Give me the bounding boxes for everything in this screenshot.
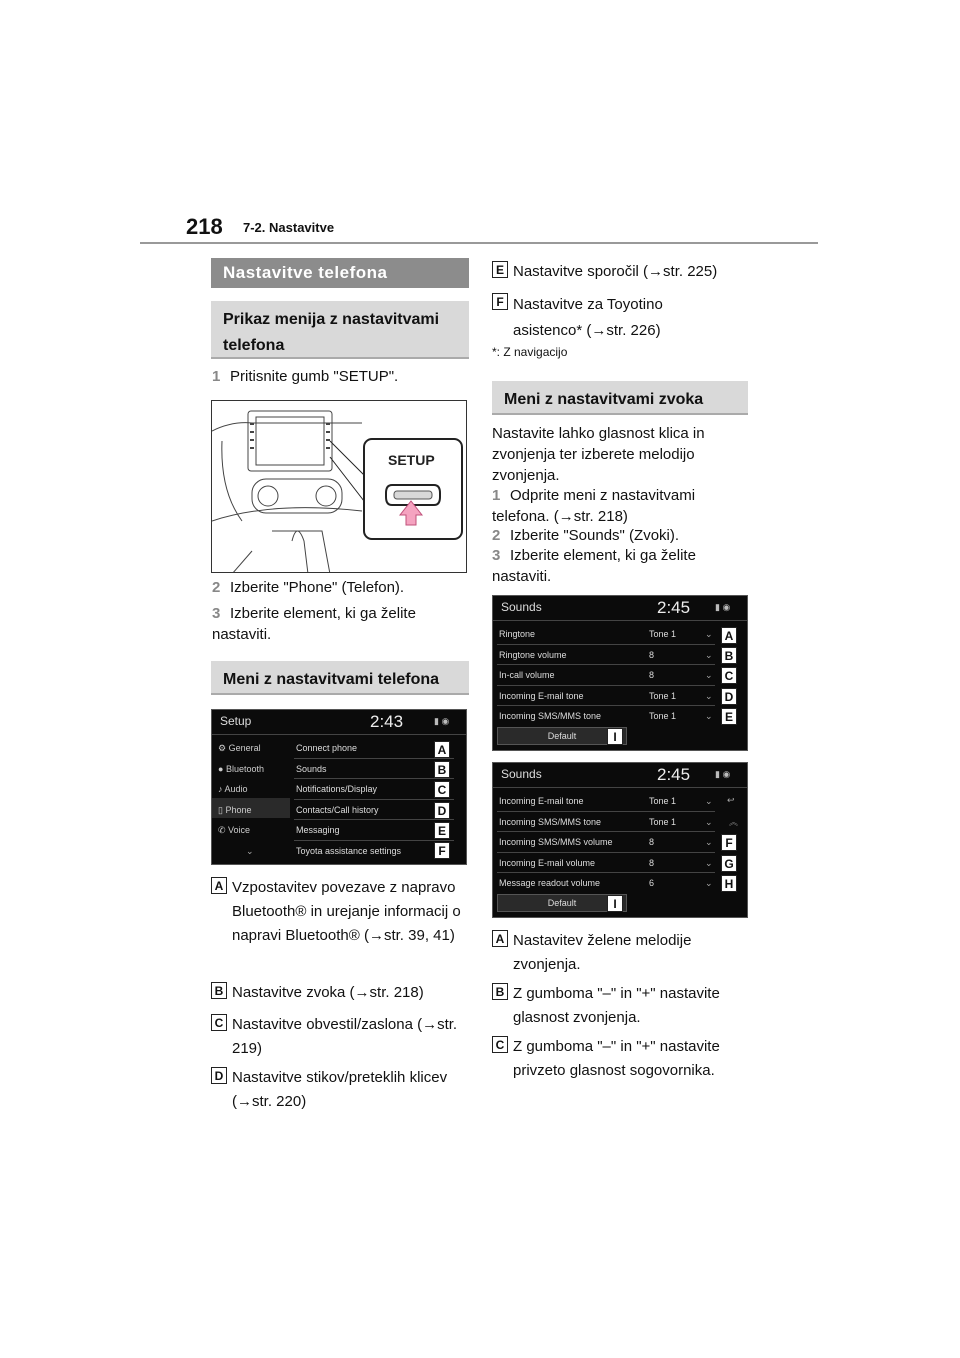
chevron-down-icon[interactable]: ⌄	[705, 817, 713, 827]
callout-letter: B	[721, 647, 737, 664]
row-label[interactable]: Ringtone volume	[499, 650, 567, 660]
list-item-f: Nastavitve za Toyotino asistenco* (→str. 226)	[513, 296, 663, 339]
back-icon[interactable]: ↩	[727, 795, 735, 805]
sounds-screen-1	[492, 595, 748, 751]
screen-clock: 2:45	[657, 598, 691, 617]
screen-title: Sounds	[501, 600, 542, 614]
callout-letter: D	[721, 688, 737, 705]
header-rule	[140, 242, 818, 244]
chevron-down-icon[interactable]: ⌄	[705, 878, 713, 888]
setup-button-label: SETUP	[388, 452, 435, 468]
callout-letter: E	[434, 822, 450, 839]
screen-title: Setup	[220, 714, 252, 728]
callout-letter: G	[721, 855, 737, 872]
row-label[interactable]: Incoming E-mail tone	[499, 796, 584, 806]
row-value: 8	[649, 650, 655, 660]
list-letter: B	[492, 983, 508, 1000]
callout-letter: I	[607, 895, 623, 912]
setup-screen	[211, 709, 467, 865]
row-label[interactable]: In-call volume	[499, 670, 555, 680]
subsection-title-sounds-menu: Meni z nastavitvami zvoka	[492, 381, 748, 415]
row-label[interactable]: Incoming SMS/MMS tone	[499, 711, 602, 721]
step-number: 3	[212, 605, 221, 622]
row-value: Tone 1	[649, 629, 677, 639]
menu-item-contacts[interactable]: Contacts/Call history	[296, 805, 379, 815]
chevron-down-icon[interactable]: ⌄	[246, 846, 254, 856]
list-item-b: Nastavitve zvoka (→str. 218)	[232, 984, 424, 1001]
chevron-down-icon[interactable]: ⌄	[705, 650, 713, 660]
chevron-down-icon[interactable]: ⌄	[705, 796, 713, 806]
chevron-down-icon[interactable]: ⌄	[705, 837, 713, 847]
list-letter: D	[211, 1067, 227, 1084]
row-value: Tone 1	[649, 691, 677, 701]
sidebar-item-bluetooth[interactable]: ● Bluetooth	[218, 764, 264, 774]
callout-letter: H	[721, 875, 737, 892]
row-value: Tone 1	[649, 817, 677, 827]
subsection-title-menu: Prikaz menija z nastavitvami telefona	[211, 301, 469, 359]
callout-letter: I	[607, 728, 623, 745]
step-text: Pritisnite gumb "SETUP".	[230, 368, 399, 385]
subsection-title-phone-menu: Meni z nastavitvami telefona	[211, 661, 469, 695]
sidebar-item-phone[interactable]: ▯ Phone	[218, 805, 252, 815]
row-value: Tone 1	[649, 711, 677, 721]
row-value: Tone 1	[649, 796, 677, 806]
step-number: 2	[212, 579, 221, 596]
list-item-e: Nastavitve sporočil (→str. 225)	[513, 263, 718, 280]
chevron-down-icon[interactable]: ⌄	[705, 711, 713, 721]
callout-letter: D	[434, 802, 450, 819]
screen-clock: 2:45	[657, 765, 691, 784]
row-value: 8	[649, 837, 655, 847]
row-value: 6	[649, 878, 655, 888]
row-label[interactable]: Ringtone	[499, 629, 536, 639]
scroll-up-icon[interactable]: ︽	[729, 817, 739, 827]
list-letter: A	[492, 930, 508, 947]
callout-letter: E	[721, 708, 737, 725]
list-letter: F	[492, 293, 508, 310]
status-icons: ▮ ◉	[434, 716, 450, 726]
callout-letter: C	[721, 667, 737, 684]
list-letter: C	[492, 1036, 508, 1053]
sounds-intro: Nastavite lahko glasnost klica in zvonjenja ter izberete melodijo zvonjenja.	[492, 425, 705, 484]
list-item-d: Nastavitve stikov/preteklih klicev (→str. 220)	[232, 1069, 448, 1110]
chapter-title: 7-2. Nastavitve	[243, 220, 335, 235]
sidebar-item-audio[interactable]: ♪ Audio	[218, 784, 248, 794]
callout-letter: A	[721, 627, 737, 644]
row-value: 8	[649, 858, 655, 868]
step-2	[212, 577, 472, 598]
status-icons: ▮ ◉	[715, 602, 731, 612]
chevron-down-icon[interactable]: ⌄	[705, 629, 713, 639]
sidebar-item-general[interactable]: ⚙ General	[218, 743, 261, 753]
sounds-list-item-c: Z gumboma "–" in "+" nastavite privzeto glasnost sogovornika.	[513, 1038, 720, 1079]
footnote: *: Z navigacijo	[492, 345, 568, 359]
row-label[interactable]: Incoming E-mail volume	[499, 858, 596, 868]
list-letter: E	[492, 261, 508, 278]
callout-letter: C	[434, 781, 450, 798]
chevron-down-icon[interactable]: ⌄	[705, 858, 713, 868]
step-1	[212, 366, 472, 387]
sounds-step-2: 2 Izberite "Sounds" (Zvoki).	[492, 527, 680, 544]
list-letter: C	[211, 1014, 227, 1031]
sounds-step-3: 3 Izberite element, ki ga želite nastaviti.	[492, 547, 696, 585]
callout-letter: F	[434, 842, 450, 859]
row-value: 8	[649, 670, 655, 680]
sounds-screen-2	[492, 762, 748, 918]
page-number: 218	[186, 214, 223, 239]
menu-item-toyota-assistance[interactable]: Toyota assistance settings	[296, 846, 402, 856]
row-label[interactable]: Incoming SMS/MMS tone	[499, 817, 602, 827]
step-text: Izberite "Phone" (Telefon).	[230, 579, 405, 596]
dashboard-drawing	[212, 401, 467, 573]
default-button[interactable]: Default	[497, 727, 627, 745]
dashboard-illustration	[211, 400, 467, 573]
sounds-list-item-a: Nastavitev želene melodije zvonjenja.	[513, 932, 692, 973]
menu-item-connect-phone[interactable]: Connect phone	[296, 743, 358, 753]
menu-item-notifications[interactable]: Notifications/Display	[296, 784, 378, 794]
callout-letter: A	[434, 741, 450, 758]
chevron-down-icon[interactable]: ⌄	[705, 691, 713, 701]
step-number: 1	[212, 368, 221, 385]
list-item-a: Vzpostavitev povezave z napravo Bluetooth® in urejanje informacij o napravi Bluetooth® (→str. 39, 41)	[232, 879, 461, 944]
list-letter: A	[211, 877, 227, 894]
default-button[interactable]: Default	[497, 894, 627, 912]
row-label[interactable]: Incoming SMS/MMS volume	[499, 837, 613, 847]
step-text: Izberite element, ki ga želite nastaviti.	[212, 605, 416, 643]
screen-title: Sounds	[501, 767, 542, 781]
list-item-c: Nastavitve obvestil/zaslona (→str. 219)	[232, 1016, 458, 1057]
row-label[interactable]: Message readout volume	[499, 878, 601, 888]
menu-item-messaging[interactable]: Messaging	[296, 825, 340, 835]
status-icons: ▮ ◉	[715, 769, 731, 779]
row-label[interactable]: Incoming E-mail tone	[499, 691, 584, 701]
sounds-list-item-b: Z gumboma "–" in "+" nastavite glasnost zvonjenja.	[513, 985, 720, 1026]
callout-letter: B	[434, 761, 450, 778]
menu-item-sounds[interactable]: Sounds	[296, 764, 327, 774]
screen-clock: 2:43	[370, 712, 404, 731]
sidebar-item-voice[interactable]: ✆ Voice	[218, 825, 251, 835]
sounds-step-1: 1 Odprite meni z nastavitvami telefona. (→str. 218)	[492, 487, 696, 525]
section-title: Nastavitve telefona	[211, 258, 469, 288]
step-3	[212, 603, 452, 645]
callout-letter: F	[721, 834, 737, 851]
list-letter: B	[211, 982, 227, 999]
chevron-down-icon[interactable]: ⌄	[705, 670, 713, 680]
